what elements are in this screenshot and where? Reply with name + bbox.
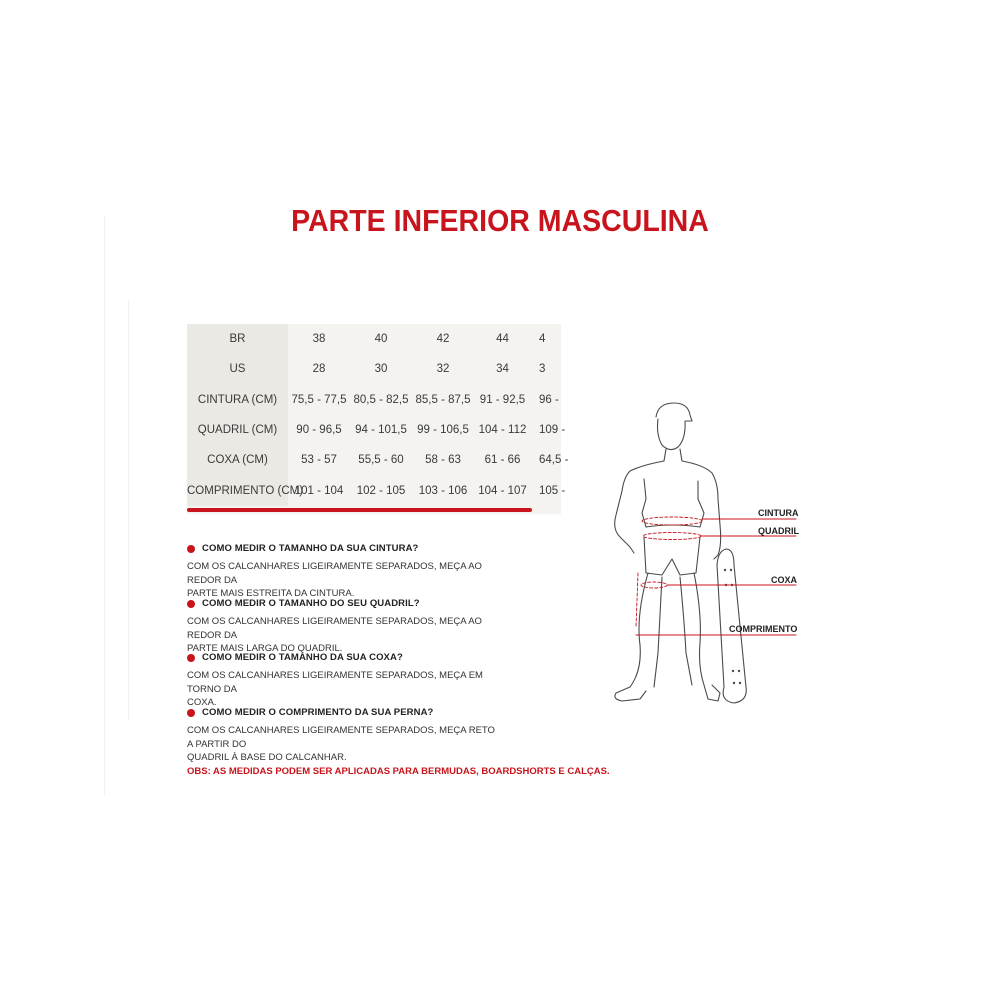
table-row-comprimento: [187, 475, 627, 505]
table-cell: 105 -: [539, 484, 566, 497]
table-cell: 4: [539, 333, 546, 346]
table-cell: 32: [436, 363, 450, 376]
howto-answer-line: COM OS CALCANHARES LIGEIRAMENTE SEPARADOS, MEÇA EM TORNO DA: [187, 670, 483, 695]
table-cell: 55,5 - 60: [358, 454, 404, 467]
howto-waist: [187, 543, 547, 601]
row-label-us: US: [187, 354, 288, 384]
table-row-quadril: [187, 415, 627, 445]
table-cell: 103 - 106: [418, 484, 468, 497]
table-row-cintura: [187, 385, 627, 415]
table-cell: 44: [496, 333, 509, 346]
table-cell: 96 -: [539, 393, 559, 406]
howto-answer-line: PARTE MAIS ESTREITA DA CINTURA.: [187, 588, 355, 599]
table-cell: 102 - 105: [356, 484, 406, 497]
label-comprimento: COMPRIMENTO: [729, 624, 798, 634]
table-cell: 30: [374, 363, 388, 376]
label-cintura: CINTURA: [758, 508, 799, 518]
table-cell: 3: [539, 363, 546, 376]
skater-measurement-figure-icon: [600, 395, 805, 710]
table-cell: 101 - 104: [294, 484, 344, 497]
table-cell: 58 - 63: [425, 454, 461, 467]
row-label-coxa: COXA (CM): [187, 445, 288, 475]
table-cell: 99 - 106,5: [417, 424, 469, 437]
howto-answer-line: COXA.: [187, 697, 217, 708]
table-cell: 28: [312, 363, 326, 376]
table-cell: 61 - 66: [484, 454, 521, 467]
table-cell: 94 - 101,5: [355, 424, 407, 437]
size-table: [187, 324, 569, 514]
table-row-coxa: [187, 445, 627, 475]
table-cell: 42: [436, 333, 450, 346]
row-label-br: BR: [187, 324, 288, 354]
howto-hip: [187, 598, 547, 656]
bullet-icon: [187, 545, 195, 553]
label-quadril: QUADRIL: [758, 526, 799, 536]
row-label-cintura: CINTURA (CM): [187, 385, 288, 415]
table-cell: 64,5 -: [539, 454, 569, 467]
table-cell: 109 -: [539, 424, 566, 437]
howto-question: COMO MEDIR O COMPRIMENTO DA SUA PERNA?: [202, 707, 434, 718]
note-text: OBS: AS MEDIDAS PODEM SER APLICADAS PARA BERMUDAS, BOARDSHORTS E CALÇAS.: [187, 766, 610, 777]
table-row-us: [187, 354, 627, 384]
howto-answer-line: COM OS CALCANHARES LIGEIRAMENTE SEPARADOS, MEÇA RETO A PARTIR DO: [187, 725, 495, 750]
howto-answer-line: PARTE MAIS LARGA DO QUADRIL.: [187, 643, 343, 654]
table-cell: 104 - 107: [478, 484, 527, 497]
table-cell: 104 - 112: [478, 424, 527, 437]
row-label-quadril: QUADRIL (CM): [187, 415, 288, 445]
table-cell: 90 - 96,5: [296, 424, 342, 437]
howto-answer-line: QUADRIL À BASE DO CALCANHAR.: [187, 752, 347, 763]
bullet-icon: [187, 654, 195, 662]
table-underline: [187, 508, 532, 512]
table-cell: 34: [496, 363, 509, 376]
label-coxa: COXA: [771, 575, 798, 585]
howto-answer-line: COM OS CALCANHARES LIGEIRAMENTE SEPARADOS, MEÇA AO REDOR DA: [187, 616, 482, 641]
table-cell: 85,5 - 87,5: [415, 393, 471, 406]
howto-question: COMO MEDIR O TAMANHO DA SUA CINTURA?: [202, 543, 419, 554]
table-cell: 53 - 57: [301, 454, 337, 467]
howto-thigh: [187, 652, 547, 710]
table-cell: 40: [374, 333, 388, 346]
table-cell: 80,5 - 82,5: [353, 393, 409, 406]
table-cell: 75,5 - 77,5: [291, 393, 347, 406]
howto-length: [187, 707, 547, 765]
table-cell: 38: [312, 333, 326, 346]
howto-question: COMO MEDIR O TAMANHO DA SUA COXA?: [202, 652, 403, 663]
table-cell: 91 - 92,5: [479, 393, 526, 406]
howto-answer-line: COM OS CALCANHARES LIGEIRAMENTE SEPARADOS, MEÇA AO REDOR DA: [187, 561, 482, 586]
row-label-comprimento: COMPRIMENTO (CM): [187, 475, 288, 505]
bullet-icon: [187, 709, 195, 717]
page-title: PARTE INFERIOR MASCULINA: [291, 203, 709, 238]
howto-question: COMO MEDIR O TAMANHO DO SEU QUADRIL?: [202, 598, 420, 609]
bullet-icon: [187, 600, 195, 608]
table-row-br: [187, 324, 627, 354]
